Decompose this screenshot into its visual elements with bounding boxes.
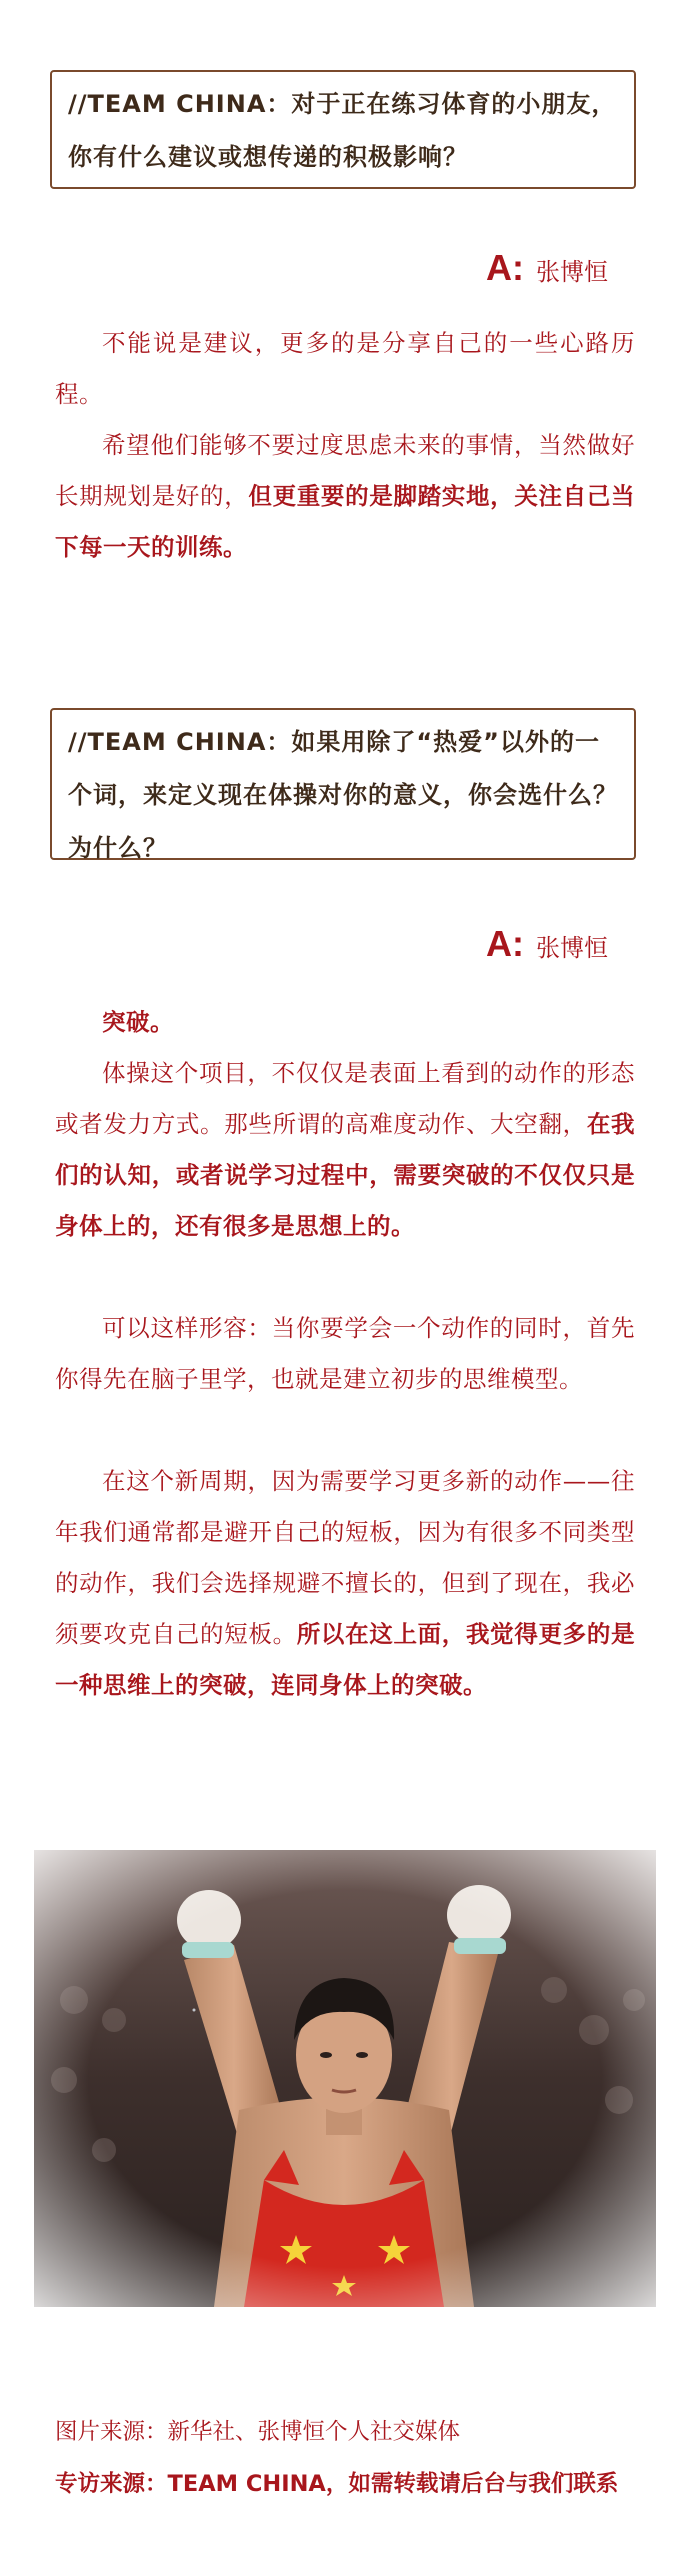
answer-1-paragraph-2: 希望他们能够不要过度思虑未来的事情，当然做好长期规划是好的，但更重要的是脚踏实地，关注自己当下每一天的训练。 — [55, 431, 636, 561]
gymnast-photo — [34, 1850, 656, 2307]
answerer-name: 张博恒 — [536, 934, 608, 962]
answer-1-paragraph-1: 不能说是建议，更多的是分享自己的一些心路历程。 — [55, 329, 635, 408]
question-box-1 — [50, 70, 636, 189]
gymnast-arms-raised-photo-icon — [34, 1850, 656, 2307]
answer-label: A: — [486, 923, 524, 964]
answer-2-paragraph-3: 在这个新周期，因为需要学习更多新的动作——往年我们通常都是避开自己的短板，因为有很多不同类型的动作，我们会选择规避不擅长的，但到了现在，我必须要攻克自己的短板。所以在这上面，我觉得更多的是一种思维上的突破，连同身体上的突破。 — [55, 1467, 636, 1699]
answer-2-emphasis-1: 在我们的认知，或者说学习过程中，需要突破的不仅仅只是身体上的，还有很多是思想上的。 — [55, 1110, 636, 1240]
answer-1-emphasis: 但更重要的是脚踏实地，关注自己当下每一天的训练。 — [55, 482, 636, 561]
answer-2-keyword: 突破。 — [102, 1008, 174, 1036]
answerer-name: 张博恒 — [536, 258, 608, 286]
interview-source-caption: 专访来源：TEAM CHINA，如需转载请后台与我们联系 — [55, 2471, 619, 2497]
answer-2-header — [486, 923, 608, 973]
answer-2-paragraph-1: 体操这个项目，不仅仅是表面上看到的动作的形态或者发力方式。那些所谓的高难度动作、大空翻，在我们的认知，或者说学习过程中，需要突破的不仅仅只是身体上的，还有很多是思想上的。 — [55, 1059, 636, 1240]
question-2-text: //TEAM CHINA：如果用除了“热爱”以外的一个词，来定义现在体操对你的意义，你会选什么？为什么？ — [68, 728, 618, 862]
question-1-text: //TEAM CHINA：对于正在练习体育的小朋友，你有什么建议或想传递的积极影响？ — [68, 90, 617, 171]
question-box-2 — [50, 708, 636, 860]
image-source-caption: 图片来源：新华社、张博恒个人社交媒体 — [55, 2419, 461, 2445]
answer-label: A: — [486, 247, 524, 288]
answer-1-header — [486, 247, 608, 297]
answer-2-paragraph-2: 可以这样形容：当你要学会一个动作的同时，首先你得先在脑子里学，也就是建立初步的思维模型。 — [55, 1314, 635, 1393]
answer-2-emphasis-2: 所以在这上面，我觉得更多的是一种思维上的突破，连同身体上的突破。 — [55, 1620, 636, 1699]
